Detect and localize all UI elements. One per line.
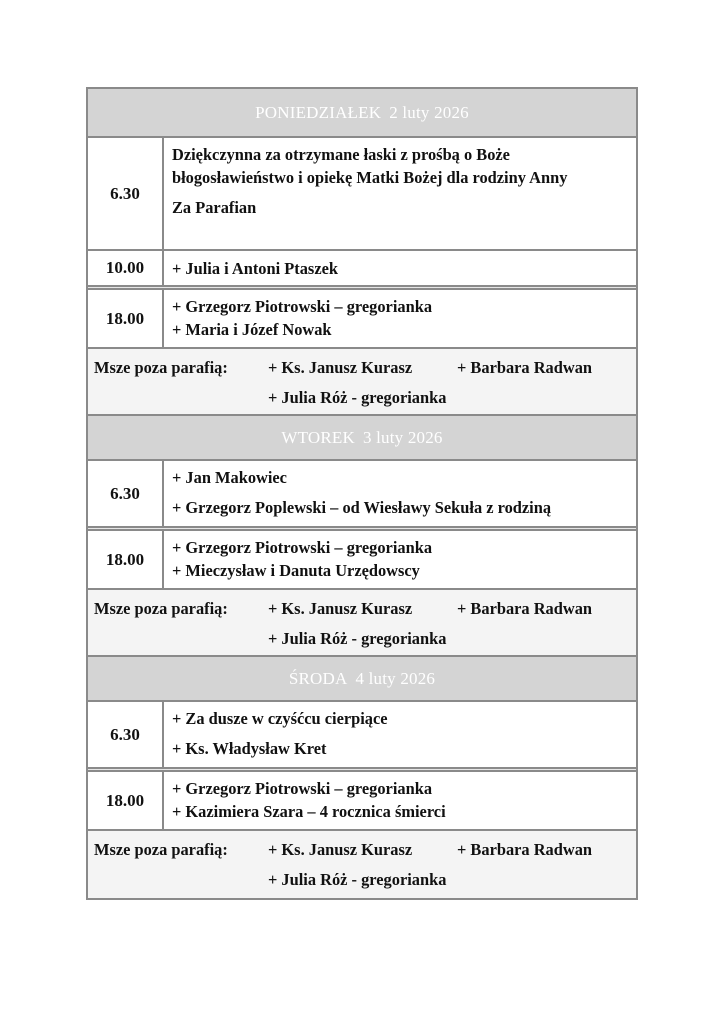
- intention: Dziękczynna za otrzymane łaski z prośbą o Boże błogosławieństwo i opiekę Matki Bożej dla rodziny Anny: [172, 145, 568, 187]
- outside-intention: + Barbara Radwan: [457, 599, 593, 618]
- intention: + Jan Makowiec: [172, 468, 287, 487]
- day-name: WTOREK: [281, 427, 355, 447]
- intention: + Mieczysław i Danuta Urzędowscy: [172, 561, 420, 580]
- outside-intention: + Julia Róż - gregorianka: [268, 870, 447, 889]
- intention: + Za dusze w czyśćcu cierpiące: [172, 709, 388, 728]
- intention: + Julia i Antoni Ptaszek: [172, 259, 338, 278]
- day-name: PONIEDZIAŁEK: [255, 102, 382, 122]
- mass-time: 6.30: [88, 461, 164, 526]
- mass-row: [88, 531, 636, 590]
- mass-intentions: [164, 531, 636, 588]
- outside-intention: + Julia Róż - gregorianka: [268, 388, 447, 407]
- mass-intentions: [164, 461, 636, 526]
- outside-parish-masses: [88, 349, 636, 416]
- mass-time: 10.00: [88, 251, 164, 285]
- outside-label: Msze poza parafią:: [94, 358, 228, 377]
- intention: + Ks. Władysław Kret: [172, 739, 327, 758]
- mass-row: [88, 251, 636, 287]
- outside-label: Msze poza parafią:: [94, 599, 228, 618]
- intention: + Kazimiera Szara – 4 rocznica śmierci: [172, 802, 446, 821]
- intention: + Maria i Józef Nowak: [172, 320, 332, 339]
- mass-intentions: [164, 290, 636, 347]
- mass-row: [88, 702, 636, 769]
- day-date: 3 luty 2026: [362, 427, 443, 447]
- day-date: 4 luty 2026: [355, 668, 436, 688]
- outside-parish-masses: [88, 590, 636, 657]
- mass-row: [88, 461, 636, 528]
- intention: Za Parafian: [172, 198, 257, 217]
- outside-intention: + Ks. Janusz Kurasz: [268, 358, 413, 377]
- outside-parish-masses: [88, 831, 636, 898]
- day-date: 2 luty 2026: [389, 102, 469, 122]
- mass-intentions: [164, 702, 636, 767]
- mass-row: [88, 290, 636, 349]
- mass-time: 18.00: [88, 772, 164, 829]
- mass-row: [88, 138, 636, 251]
- outside-intention: + Ks. Janusz Kurasz: [268, 599, 413, 618]
- intention: + Grzegorz Piotrowski – gregorianka: [172, 779, 433, 798]
- mass-time: 6.30: [88, 702, 164, 767]
- outside-intention: + Barbara Radwan: [457, 840, 593, 859]
- mass-row: [88, 772, 636, 831]
- mass-time: 18.00: [88, 531, 164, 588]
- intention: + Grzegorz Piotrowski – gregorianka: [172, 297, 433, 316]
- intention: + Grzegorz Poplewski – od Wiesławy Sekuła z rodziną: [172, 498, 552, 517]
- intention: + Grzegorz Piotrowski – gregorianka: [172, 538, 433, 557]
- mass-intentions: [164, 138, 636, 249]
- outside-intention: + Barbara Radwan: [457, 358, 593, 377]
- outside-intention: + Julia Róż - gregorianka: [268, 629, 447, 648]
- day-name: ŚRODA: [288, 668, 348, 688]
- outside-intention: + Ks. Janusz Kurasz: [268, 840, 413, 859]
- day-header-wednesday: [88, 657, 636, 702]
- day-header-monday: [88, 89, 636, 138]
- mass-intentions: [164, 772, 636, 829]
- mass-time: 6.30: [88, 138, 164, 249]
- day-header-tuesday: [88, 416, 636, 461]
- outside-label: Msze poza parafią:: [94, 840, 228, 859]
- mass-intentions: [164, 251, 636, 285]
- mass-schedule-table: [86, 87, 638, 900]
- mass-time: 18.00: [88, 290, 164, 347]
